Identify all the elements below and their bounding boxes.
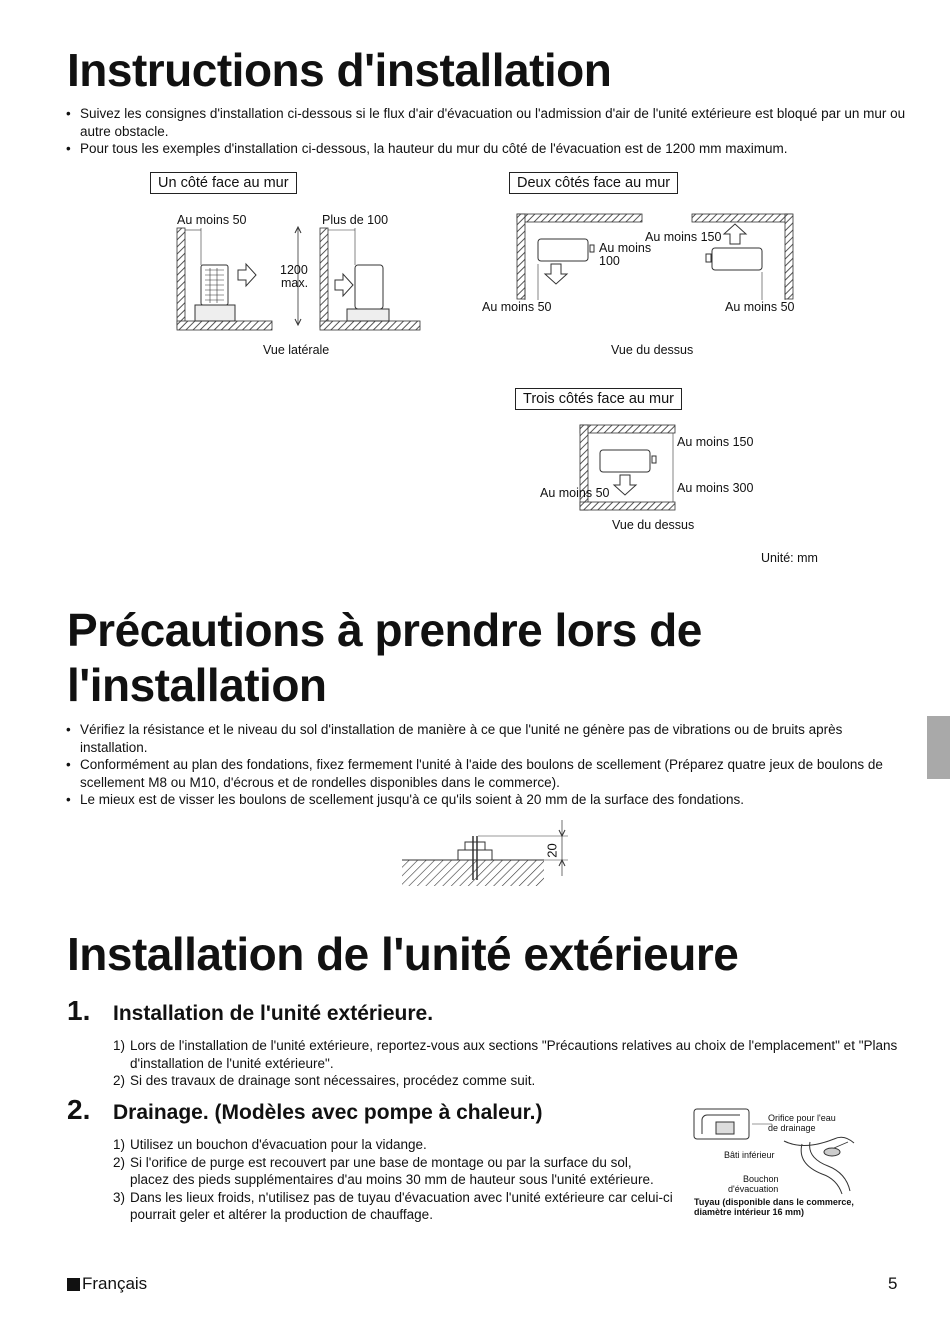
- section-tab-marker: [927, 716, 950, 779]
- diagram-title-three-sides: Trois côtés face au mur: [515, 388, 682, 410]
- bullet-item: • Le mieux est de visser les boulons de scellement jusqu'à ce qu'ils soient à 20 mm de la surface des fondations.: [66, 791, 906, 809]
- label-min-50-right: Au moins 50: [725, 300, 795, 314]
- label-max: max.: [281, 276, 309, 290]
- diagram-title-two-sides: Deux côtés face au mur: [509, 172, 678, 194]
- bullet-item: • Vérifiez la résistance et le niveau du sol d'installation de manière à ce que l'unité ne génère pas de vibrations ou de bruits après installation.: [66, 721, 906, 756]
- label-hose-2: diamètre intérieur 16 mm): [694, 1207, 805, 1217]
- caption-top-view: Vue du dessus: [611, 343, 694, 357]
- label-more-100: Plus de 100: [322, 213, 389, 227]
- list-item: 3) Dans les lieux froids, n'utilisez pas de tuyau d'évacuation avec l'unité extérieure car celui-ci pourrait geler et altérer la production de chauffage.: [113, 1189, 673, 1222]
- section-title-precautions-2: l'installation: [67, 659, 327, 711]
- label-min-50-three: Au moins 50: [540, 486, 610, 500]
- label-min-150-three: Au moins 150: [677, 435, 754, 449]
- side-view-diagram: [170, 225, 280, 335]
- caption-top-view-three: Vue du dessus: [612, 518, 695, 532]
- label-drain-plug-1: Bouchon: [743, 1174, 779, 1184]
- top-view-diagram-left: [515, 212, 645, 302]
- label-drain-hole-2: de drainage: [768, 1123, 816, 1133]
- footer-language: [67, 1274, 147, 1294]
- step-1-number: 1.: [67, 995, 91, 1026]
- section-title-precautions-1: Précautions à prendre lors de: [67, 604, 702, 656]
- list-item: 2) Si des travaux de drainage sont nécessaires, procédez comme suit.: [113, 1073, 536, 1088]
- label-min-50-left: Au moins 50: [482, 300, 552, 314]
- top-view-diagram-right: [690, 212, 800, 302]
- precaution-bullets: [66, 721, 906, 809]
- page-number: 5: [888, 1274, 898, 1293]
- label-min-50: Au moins 50: [177, 213, 247, 227]
- section-title-outdoor-unit: Installation de l'unité extérieure: [67, 928, 739, 980]
- section-title-installation-instructions: Instructions d'installation: [67, 44, 612, 96]
- list-item: 2) Si l'orifice de purge est recouvert par une base de montage ou par la surface du sol, placez des pieds supplémentaires d'au moins 30 mm de hauteur sous l'unité extérieure.: [113, 1154, 654, 1187]
- step-1-list: [113, 1037, 903, 1090]
- step-2-number: 2.: [67, 1094, 91, 1125]
- unit-note: Unité: mm: [761, 551, 818, 565]
- list-item: 1) Utilisez un bouchon d'évacuation pour la vidange.: [113, 1137, 427, 1152]
- language-label: Français: [82, 1274, 148, 1293]
- label-bottom-frame: Bâti inférieur: [724, 1150, 775, 1160]
- step-2-list: [113, 1136, 673, 1224]
- step-1-title: Installation de l'unité extérieure.: [113, 1002, 434, 1025]
- label-hose-1: Tuyau (disponible dans le commerce,: [694, 1197, 854, 1207]
- label-min-150: Au moins 150: [645, 230, 722, 244]
- bolt-dimension-20: 20: [544, 843, 560, 858]
- label-drain-hole-1: Orifice pour l'eau: [768, 1113, 836, 1123]
- list-item: 1) Lors de l'installation de l'unité extérieure, reportez-vous aux sections "Précautions relatives au choix de l'emplacement" et "Plans d'installation de l'unité extérieure".: [113, 1038, 898, 1071]
- side-view-diagram-right: [315, 225, 430, 335]
- caption-side-view: Vue latérale: [263, 343, 330, 357]
- square-icon: [67, 1278, 80, 1291]
- label-min-100-b: 100: [599, 254, 620, 268]
- installation-bullets: [66, 105, 906, 158]
- label-drain-plug-2: d'évacuation: [728, 1184, 779, 1194]
- label-min-100-a: Au moins: [599, 241, 652, 255]
- step-2-title: Drainage. (Modèles avec pompe à chaleur.): [113, 1101, 543, 1124]
- label-min-300: Au moins 300: [677, 481, 754, 495]
- bullet-item: • Pour tous les exemples d'installation ci-dessous, la hauteur du mur du côté de l'évacuation est de 1200 mm maximum.: [66, 140, 906, 158]
- bullet-item: • Suivez les consignes d'installation ci-dessous si le flux d'air d'évacuation ou l'admission d'air de l'unité extérieure est bloqué par un mur ou autre obstacle.: [66, 105, 906, 140]
- bullet-item: • Conformément au plan des fondations, fixez fermement l'unité à l'aide des boulons de scellement (Préparez quatre jeux de boulons de scellement M8 ou M10, d'écrous et de rondelles disponibles dans le commerce).: [66, 756, 906, 791]
- diagram-title-one-side: Un côté face au mur: [150, 172, 297, 194]
- label-1200: 1200: [280, 263, 308, 277]
